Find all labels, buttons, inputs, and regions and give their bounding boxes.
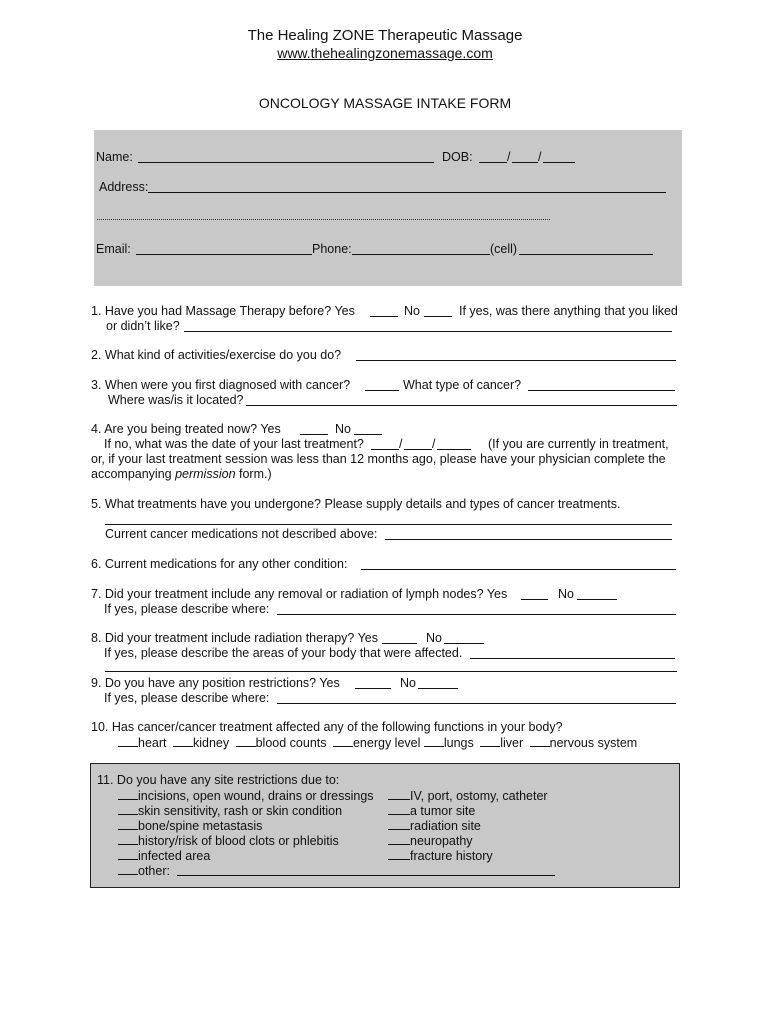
q11-left-0[interactable] [118,788,374,804]
q3-text: 3. When were you first diagnosed with cancer? [91,378,351,392]
address-line-2[interactable] [97,219,550,220]
email-label: Email: [96,242,131,256]
q7-yes-field[interactable] [521,599,548,600]
q4-line3-italic: permission [175,467,236,481]
dob-day-field[interactable] [512,162,538,163]
q11-other-field[interactable] [177,875,555,876]
q7-no-field[interactable] [577,599,617,600]
q1-answer-field[interactable] [184,331,672,332]
q10-options [118,735,637,751]
q4-yes-field[interactable] [300,434,328,435]
q4-month-field[interactable] [371,449,399,450]
q11-option-incisions: incisions, open wound, drains or dressings [138,789,374,803]
q1-yes-field[interactable] [370,316,398,317]
q5-current-field[interactable] [385,539,672,540]
business-name: The Healing ZONE Therapeutic Massage [247,27,523,44]
q11-text: 11. Do you have any site restrictions due to: [97,773,340,787]
q7-describe: If yes, please describe where: [104,602,270,616]
dob-slash-1: / [507,150,511,164]
q2-text: 2. What kind of activities/exercise do you do? [91,348,342,362]
q3-date-field[interactable] [365,390,399,391]
q7-describe-field[interactable] [277,614,676,615]
q11-option-tumor: a tumor site [410,804,476,818]
q10-blood-blank[interactable] [236,735,256,747]
personal-info-box [94,130,682,286]
q5-text: 5. What treatments have you undergone? Please supply details and types of cancer treatments. [91,497,621,511]
q11-option-infected: infected area [138,849,211,863]
q4-slash-2: / [432,437,436,451]
q2-answer-field[interactable] [356,360,676,361]
q8-describe: If yes, please describe the areas of your body that were affected. [104,646,463,660]
q6-text: 6. Current medications for any other condition: [91,557,348,571]
dob-label: DOB: [442,150,473,164]
q8-no-label: No [426,631,442,645]
q10-liver-blank[interactable] [480,735,500,747]
q9-yes-field[interactable] [355,688,391,689]
phone-label: Phone: [312,242,352,256]
q9-no-field[interactable] [418,688,458,689]
q10-option-energy-level: energy level [352,736,421,750]
q10-text: 10. Has cancer/cancer treatment affected any of the following functions in your body? [91,720,563,734]
q7-no-label: No [558,587,574,601]
q10-energy-blank[interactable] [333,735,353,747]
q4-line3-b: form.) [235,467,272,481]
q8-describe-field[interactable] [470,658,675,659]
q8-no-field[interactable] [444,643,484,644]
dob-slash-2: / [538,150,542,164]
q9-describe-field[interactable] [277,703,676,704]
name-field[interactable] [138,162,434,163]
q3-where-label: Where was/is it located? [108,393,244,407]
q11-right-1[interactable] [388,803,475,819]
q11-option-radiation: radiation site [410,819,481,833]
q7-text: 7. Did your treatment include any removal or radiation of lymph nodes? Yes [91,587,508,601]
q1-if-yes: If yes, was there anything that you liked [459,304,678,318]
q4-line3 [91,467,272,482]
q5-current-label: Current cancer medications not described above: [105,527,378,541]
q11-right-4[interactable] [388,848,493,864]
cell-label: (cell) [490,242,518,256]
q3-where-field[interactable] [246,405,677,406]
name-label: Name: [96,150,133,164]
q4-no-field[interactable] [354,434,382,435]
q4-text: 4. Are you being treated now? Yes [91,422,281,436]
email-field[interactable] [136,254,312,255]
q11-option-bone: bone/spine metastasis [138,819,263,833]
q11-option-iv: IV, port, ostomy, catheter [410,789,548,803]
q9-text: 9. Do you have any position restrictions? Yes [91,676,340,690]
q10-option-liver: liver [500,736,524,750]
q6-answer-field[interactable] [361,569,676,570]
q5-answer-field[interactable] [105,524,672,525]
q11-option-neuropathy: neuropathy [410,834,473,848]
q10-kidney-blank[interactable] [173,735,193,747]
q11-left-2[interactable] [118,818,262,834]
address-label: Address: [99,180,149,194]
q4-slash-1: / [399,437,403,451]
dob-year-field[interactable] [543,162,575,163]
q1-text: 1. Have you had Massage Therapy before? Yes [91,304,355,318]
q8-describe-field-2[interactable] [105,671,677,672]
q3-type-label: What type of cancer? [403,378,522,392]
q1-no-label: No [404,304,420,318]
cell-field[interactable] [519,254,653,255]
q4-line2: or, if your last treatment session was less than 12 months ago, please have your physician complete the [91,452,666,466]
form-title: ONCOLOGY MASSAGE INTAKE FORM [258,95,512,111]
q1-cont: or didn’t like? [106,319,180,333]
q11-left-3[interactable] [118,833,339,849]
q10-option-nervous-system: nervous system [549,736,638,750]
dob-month-field[interactable] [479,162,507,163]
q3-type-field[interactable] [528,390,675,391]
q11-right-0[interactable] [388,788,548,804]
q10-heart-blank[interactable] [118,735,138,747]
q4-day-field[interactable] [404,449,432,450]
q11-option-fracture: fracture history [410,849,493,863]
q9-describe: If yes, please describe where: [104,691,270,705]
q4-if-currently: (If you are currently in treatment, [488,437,669,451]
q10-option-blood-counts: blood counts [255,736,327,750]
q4-no-label: No [335,422,351,436]
q11-left-5[interactable] [118,863,170,879]
q1-no-field[interactable] [424,316,452,317]
phone-field[interactable] [352,254,490,255]
q10-lungs-blank[interactable] [424,735,444,747]
q10-option-lungs: lungs [443,736,474,750]
q11-option-other: other: [138,864,170,878]
q8-yes-field[interactable] [382,643,417,644]
q4-if-no: If no, what was the date of your last treatment? [104,437,364,451]
q10-option-heart: heart [138,736,167,750]
q11-option-skin: skin sensitivity, rash or skin condition [138,804,343,818]
website-link[interactable]: www.thehealingzonemassage.com [277,45,493,61]
q4-year-field[interactable] [437,449,471,450]
q4-line3-a: accompanying [91,467,176,481]
q11-left-4[interactable] [118,848,210,864]
q8-text: 8. Did your treatment include radiation therapy? Yes [91,631,378,645]
q11-option-clots: history/risk of blood clots or phlebitis [138,834,339,848]
address-field[interactable] [148,192,666,193]
q10-nervous-blank[interactable] [530,735,550,747]
q11-right-2[interactable] [388,818,481,834]
q11-right-3[interactable] [388,833,473,849]
q11-left-1[interactable] [118,803,342,819]
q9-no-label: No [400,676,416,690]
q10-option-kidney: kidney [192,736,230,750]
